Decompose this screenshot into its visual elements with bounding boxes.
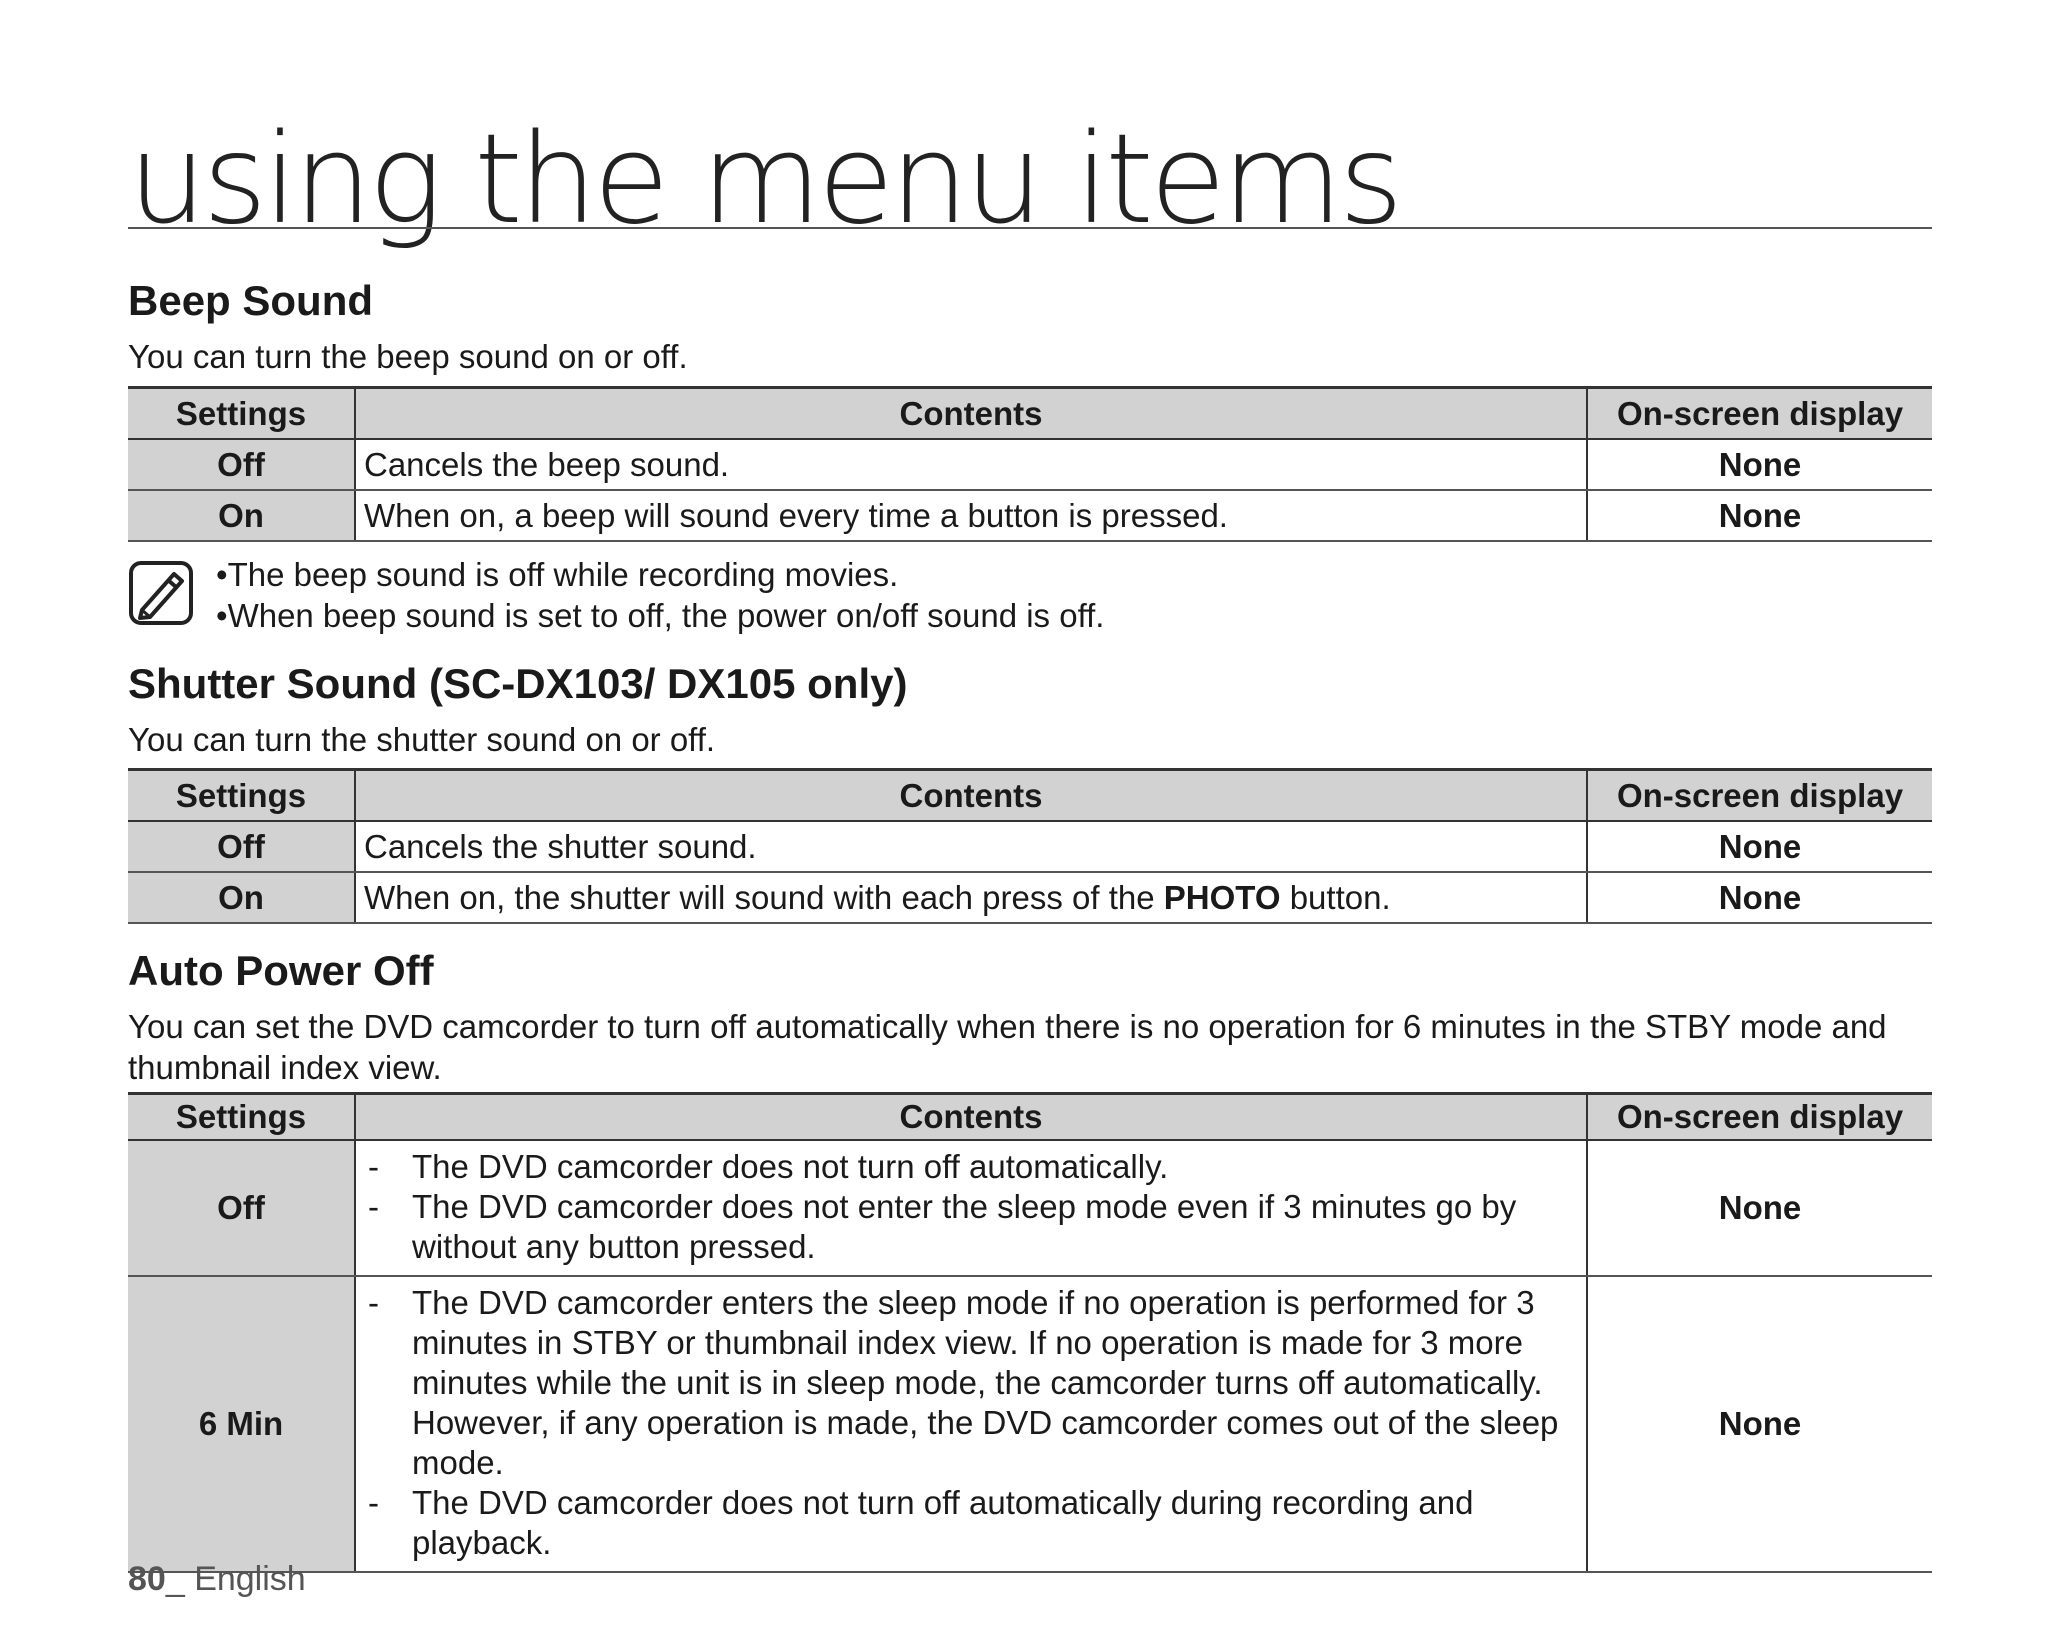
table-header-row — [128, 388, 1932, 440]
header-contents: Contents — [355, 1094, 1587, 1141]
header-contents: Contents — [355, 770, 1587, 822]
auto-power-off-table — [128, 1092, 1932, 1573]
beep-sound-description: You can turn the beep sound on or off. — [128, 338, 688, 375]
shutter-sound-table — [128, 768, 1932, 924]
content-cell: When on, a beep will sound every time a button is pressed. — [355, 490, 1587, 541]
list-item: - The DVD camcorder does not enter the sleep mode even if 3 minutes go by without any button pressed. — [364, 1187, 1578, 1267]
header-display: On-screen display — [1587, 770, 1932, 822]
photo-button-name: PHOTO — [1163, 878, 1281, 916]
header-settings: Settings — [128, 770, 355, 822]
page-footer — [128, 1560, 306, 1599]
content-cell: Cancels the shutter sound. — [355, 821, 1587, 872]
list-item: - The DVD camcorder does not turn off automatically. — [364, 1147, 1578, 1187]
table-row — [128, 1140, 1932, 1276]
content-cell — [355, 872, 1587, 923]
header-display: On-screen display — [1587, 1094, 1932, 1141]
note-item: • The beep sound is off while recording movies. — [216, 554, 1104, 595]
setting-cell: 6 Min — [128, 1276, 355, 1572]
content-text: button. — [1280, 878, 1391, 916]
list-item: - The DVD camcorder does not turn off automatically during recording and playback. — [364, 1483, 1578, 1563]
content-cell — [355, 1140, 1587, 1276]
setting-cell: Off — [128, 439, 355, 490]
display-cell: None — [1587, 490, 1932, 541]
content-text: When on, the shutter will sound with each press of the — [364, 878, 1164, 916]
setting-cell: Off — [128, 821, 355, 872]
content-list — [364, 1141, 1578, 1275]
note-pencil-icon — [128, 560, 194, 626]
display-cell: None — [1587, 821, 1932, 872]
setting-cell: On — [128, 872, 355, 923]
shutter-sound-description: You can turn the shutter sound on or off. — [128, 721, 716, 758]
note-item: • When beep sound is set to off, the power on/off sound is off. — [216, 595, 1104, 636]
content-list — [364, 1277, 1578, 1571]
display-cell: None — [1587, 1140, 1932, 1276]
list-item: - The DVD camcorder enters the sleep mode if no operation is performed for 3 minutes in STBY or thumbnail index view. If no operation is made for 3 more minutes while the unit is in sleep mode, the camcorder turns off automatically. However, if any operation is made, the DVD camcorder comes out of the sleep mode. — [364, 1283, 1578, 1483]
shutter-sound-title: Shutter Sound (SC-DX103/ DX105 only) — [128, 660, 908, 707]
table-header-row — [128, 770, 1932, 822]
header-display: On-screen display — [1587, 388, 1932, 440]
table-row — [128, 439, 1932, 490]
title-divider — [128, 227, 1932, 229]
header-settings: Settings — [128, 1094, 355, 1141]
table-row — [128, 872, 1932, 923]
table-row — [128, 821, 1932, 872]
header-contents: Contents — [355, 388, 1587, 440]
content-cell — [355, 1276, 1587, 1572]
page-number: 80 — [128, 1560, 166, 1598]
setting-cell: On — [128, 490, 355, 541]
beep-sound-table — [128, 386, 1932, 542]
display-cell: None — [1587, 872, 1932, 923]
footer-language: English — [194, 1560, 306, 1598]
table-row — [128, 490, 1932, 541]
beep-sound-notes — [216, 554, 1104, 636]
display-cell: None — [1587, 1276, 1932, 1572]
footer-separator: _ — [165, 1560, 195, 1598]
header-settings: Settings — [128, 388, 355, 440]
setting-cell: Off — [128, 1140, 355, 1276]
beep-sound-title: Beep Sound — [128, 277, 374, 324]
auto-power-off-description: You can set the DVD camcorder to turn off automatically when there is no operation for 6 minutes in the STBY mode and thumbnail index view. — [128, 1008, 1887, 1086]
page-title: using the menu items — [128, 108, 1400, 252]
table-header-row — [128, 1094, 1932, 1141]
table-row — [128, 1276, 1932, 1572]
content-cell: Cancels the beep sound. — [355, 439, 1587, 490]
auto-power-off-title: Auto Power Off — [128, 947, 434, 994]
display-cell: None — [1587, 439, 1932, 490]
